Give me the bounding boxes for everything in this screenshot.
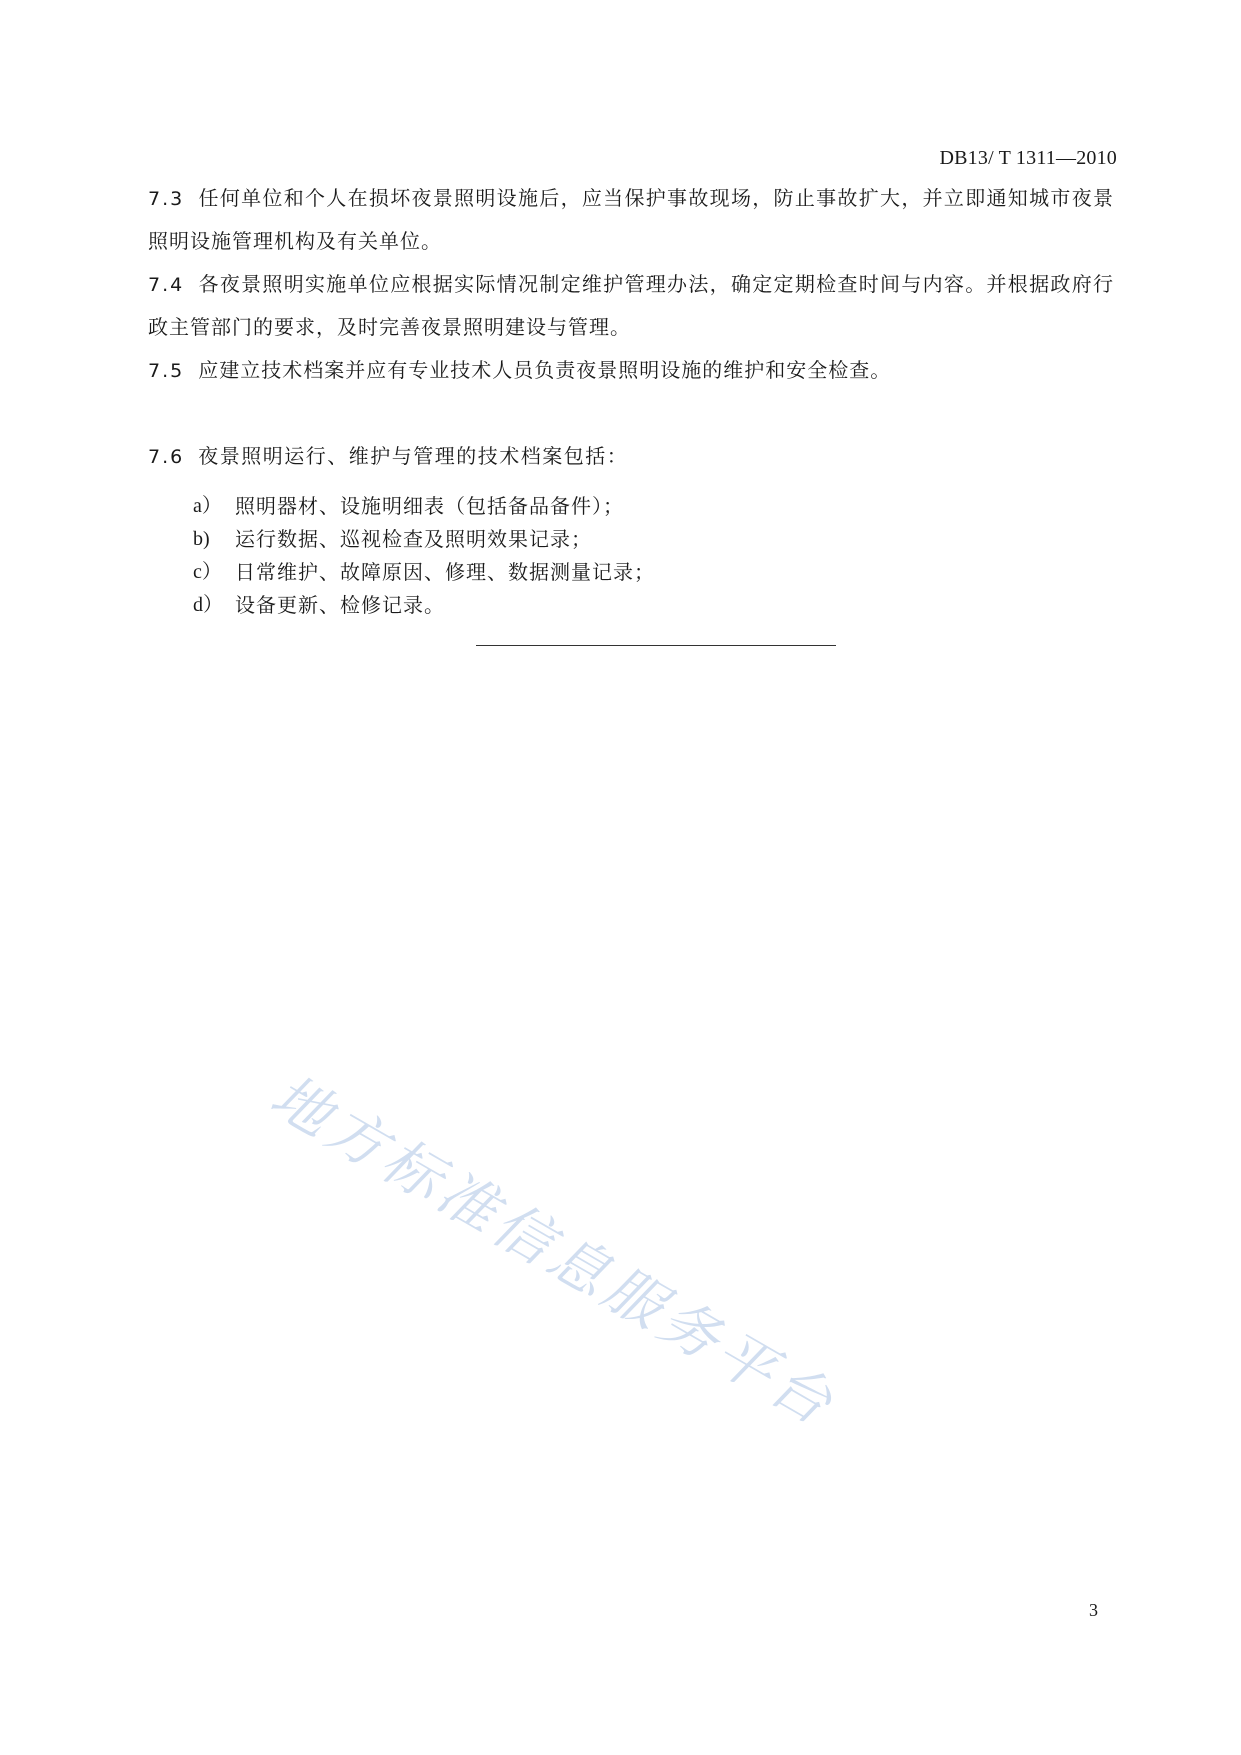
clause-number: 7.3	[148, 188, 185, 210]
clause-text: 夜景照明运行、维护与管理的技术档案包括：	[198, 444, 629, 468]
clause-7-3	[148, 177, 1114, 262]
standard-code: DB13/ T 1311—2010	[939, 147, 1117, 169]
watermark: 地方标准信息服务平台	[259, 1061, 848, 1441]
archive-items-list	[193, 490, 993, 622]
clause-7-5	[148, 349, 1114, 392]
clause-7-4	[148, 263, 1114, 348]
list-item	[193, 490, 993, 523]
list-marker: c）	[193, 561, 222, 583]
list-item-text: 运行数据、巡视检查及照明效果记录；	[235, 527, 592, 551]
list-item	[193, 556, 993, 589]
clause-7-6	[148, 435, 1114, 478]
clause-number: 7.5	[148, 360, 185, 382]
clause-number: 7.6	[148, 446, 185, 468]
list-item-text: 设备更新、检修记录。	[235, 593, 445, 617]
list-marker: a）	[193, 495, 222, 517]
clause-text: 任何单位和个人在损坏夜景照明设施后，应当保护事故现场，防止事故扩大，并立即通知城市夜景照明设施管理机构及有关单位。	[148, 186, 1114, 253]
clause-number: 7.4	[148, 274, 185, 296]
list-item	[193, 523, 993, 556]
clause-text: 各夜景照明实施单位应根据实际情况制定维护管理办法，确定定期检查时间与内容。并根据政府行政主管部门的要求，及时完善夜景照明建设与管理。	[148, 272, 1114, 339]
clause-text: 应建立技术档案并应有专业技术人员负责夜景照明设施的维护和安全检查。	[198, 358, 892, 382]
list-marker: b)	[193, 528, 210, 550]
end-of-document-rule	[476, 645, 836, 646]
list-item-text: 日常维护、故障原因、修理、数据测量记录；	[235, 560, 655, 584]
list-marker: d）	[193, 594, 223, 616]
list-item	[193, 589, 993, 622]
page-number: 3	[1089, 1600, 1098, 1620]
list-item-text: 照明器材、设施明细表（包括备品备件）；	[235, 494, 624, 518]
